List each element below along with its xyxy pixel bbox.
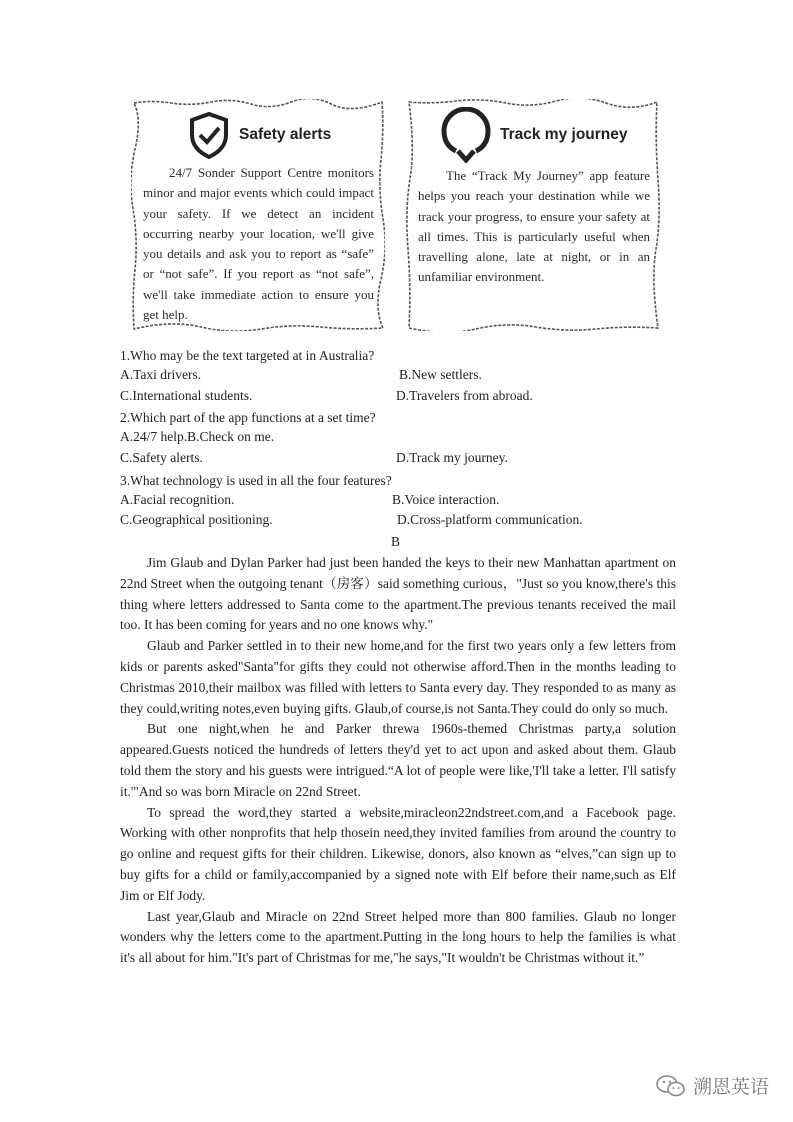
question-1-stem: 1.Who may be the text targeted at in Australia? — [120, 348, 375, 363]
passage-paragraph-4: To spread the word,they started a website,miracleon22ndstreet.com,and a Facebook page. Working with other nonprofits that help thosein need,they invited families from around the country to go online and request gifts for their children. Likewise, donors, also known as “elves,”can sign up to buy gifts for a child or family,accompanied by a signed note with Elf before their name,such as Elf Jim or Elf Jody. — [120, 804, 676, 903]
option-a: A.Facial recognition. — [120, 492, 235, 507]
wechat-icon — [655, 1073, 687, 1099]
card-title: Safety alerts — [239, 126, 332, 143]
question-2-stem: 2.Which part of the app functions at a set time? — [120, 410, 376, 425]
option-d: D.Travelers from abroad. — [396, 388, 533, 403]
question-3-stem: 3.What technology is used in all the four features? — [120, 473, 392, 488]
card-body: 24/7 Sonder Support Centre monitors minor and major events which could impact your safety. If we detect an incident occurring nearby your location, we'll give you details and ask you to report as “safe” or “not safe”. If you report as “not safe”, we'll take immediate action to ensure you get help. — [143, 165, 374, 323]
passage-paragraph-3: But one night,when he and Parker threwa 1960s-themed Christmas party,a solution appeared.Guests noticed the hundreds of letters they'd yet to act upon and asked about them. Glaub told them the story and his guests were intrigued.“A lot of people were like,'I'll take a letter. I'll satisfy it.'"And so was born Miracle on 22nd Street. — [120, 721, 676, 799]
option-c: C.Geographical positioning. — [120, 512, 273, 527]
location-pin-icon — [440, 107, 492, 163]
watermark-text: 溯恩英语 — [693, 1076, 770, 1098]
card-title: Track my journey — [500, 126, 628, 143]
passage-paragraph-5: Last year,Glaub and Miracle on 22nd Street helped more than 800 families. Glaub no longer wonders why the letters come to the apartment.Putting in the long hours to help the families is what it's all about for him."It's part of Christmas for me,"he says,"It wouldn't be Christmas without it.” — [120, 908, 676, 966]
track-my-journey-card — [406, 99, 660, 329]
passage — [120, 553, 676, 969]
option-c: C.Safety alerts. — [120, 450, 203, 465]
watermark — [655, 1072, 769, 1099]
option-d: D.Track my journey. — [396, 450, 508, 465]
option-b: B.New settlers. — [399, 367, 482, 382]
option-c: C.International students. — [120, 388, 253, 403]
option-a: A.Taxi drivers. — [120, 367, 202, 382]
passage-paragraph-1: Jim Glaub and Dylan Parker had just been handed the keys to their new Manhattan apartment on 22nd Street when the outgoing tenant（房客）said something curious，"Just so you know,there's this thing where letters addressed to Santa come to the apartment.The previous tenants received the mail too. It has been coming for years and no one knows why." — [120, 555, 676, 633]
option-b: B.Voice interaction. — [392, 492, 500, 507]
safety-alerts-card — [131, 99, 385, 329]
card-body: The “Track My Journey” app feature helps you reach your destination while we track your progress, to ensure your safety at all times. This is particularly useful when travelling alone, late at night, or in an unfamiliar environment. — [418, 168, 650, 285]
shield-check-icon — [187, 111, 231, 159]
option-ab: A.24/7 help.B.Check on me. — [120, 429, 275, 444]
passage-paragraph-2: Glaub and Parker settled in to their new home,and for the first two years only a few letters from kids or parents asked"Santa"for gifts they could not otherwise afford.Then in the months leading to Christmas 2010,their mailbox was filled with letters to Santa every day. They responded to as many as they could,writing notes,even buying gifts. Glaub,of course,is not Santa.They could do only so much. — [120, 638, 676, 716]
section-label: B — [391, 534, 401, 549]
option-d: D.Cross-platform communication. — [397, 512, 583, 527]
